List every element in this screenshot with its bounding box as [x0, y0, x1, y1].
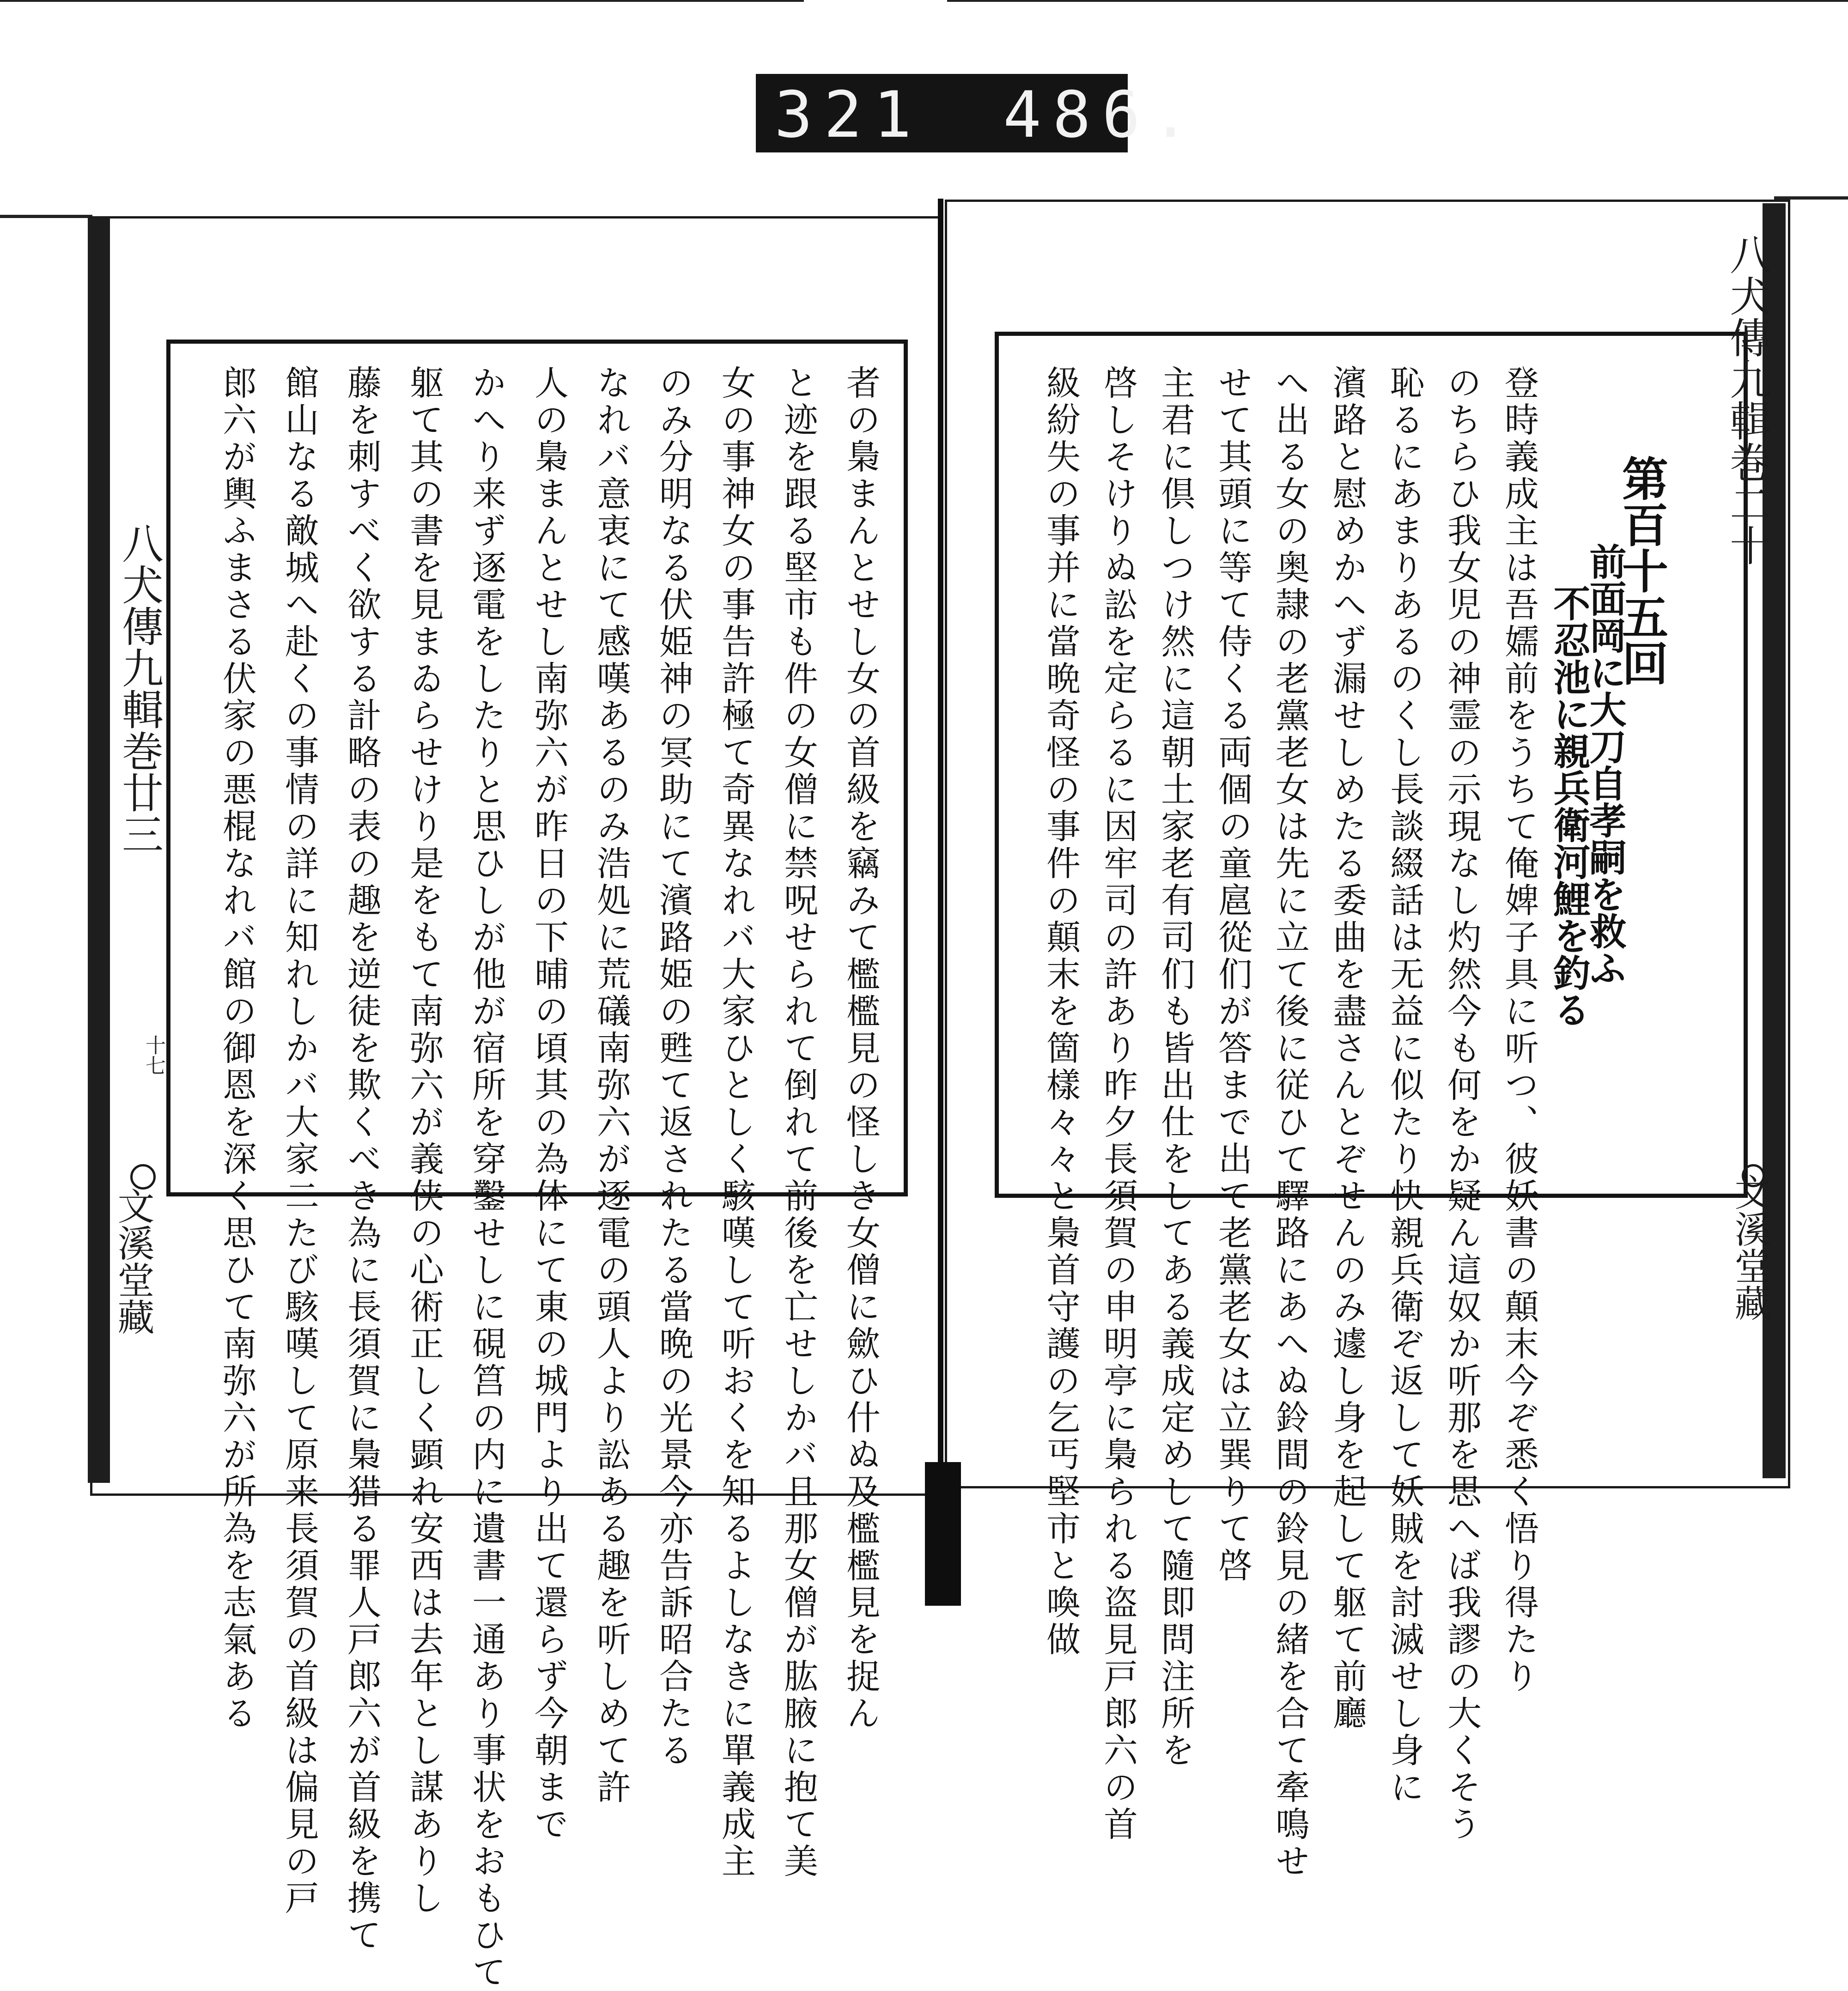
chapter-title-line2: 不忍池に親兵衛河鯉を釣る: [1547, 584, 1591, 1028]
top-edge-line-right: [947, 0, 1848, 2]
right-column-4: 濱路と慰めかへず漏せしめたる委曲を盡さんとぞせんのみ遽し身を起して躯て前廳: [1327, 365, 1367, 1732]
right-column-5: へ出る女の奥隷の老黨老女は先に立て後に従ひて驛路にあへぬ鈴間の鈴見の緒を合て牽鳴せ: [1270, 365, 1310, 1880]
chapter-title-line1: 前面岡に大刀自孝嗣を救ふ: [1583, 543, 1627, 986]
left-column-4: のみ分明なる伏姫神の冥助にて濱路姫の甦て返されたる當晩の光景今亦告訴昭合たる: [654, 365, 693, 1769]
catalog-right-number: 486.: [1003, 78, 1201, 152]
left-column-3: 女の事神女の事告許極て奇異なれバ大家ひとしく駭嘆して听おくを知るよしなきに單義成主: [716, 365, 756, 1880]
top-edge-line-left: [0, 0, 804, 2]
right-running-title: 八犬傳九輯巻二十: [1722, 233, 1771, 566]
left-running-title: 八犬傳九輯巻廿三: [115, 522, 163, 855]
left-publisher-mark: 文溪堂藏: [111, 1187, 154, 1335]
center-binding-block: [925, 1462, 961, 1606]
right-column-9: 級紛失の事并に當晩奇怪の事件の顛末を箇樣々々と梟首守護の乞丐堅市と喚做: [1041, 365, 1081, 1658]
chapter-number: 第百十五回: [1614, 455, 1669, 686]
left-column-11: 郎六が輿ふまさる伏家の悪棍なれバ館の御恩を深く思ひて南弥六が所為を志氣ある: [217, 365, 257, 1732]
left-column-1: 者の梟まんとせし女の首級を竊みて檻檻見の怪しき女僧に歛ひ什ぬ及檻檻見を捉ん: [841, 365, 881, 1732]
right-column-2: のちらひ我女児の神霊の示現なし灼然今も何をか疑ん這奴か听那を思へば我謬の大くそう: [1442, 365, 1482, 1843]
left-margin-circle-mark: [130, 1164, 156, 1190]
left-column-8: 躯て其の書を見まゐらせけり是をもて南弥六が義侠の心術正しく顕れ安西は去年とし謀ありし: [404, 365, 444, 1917]
right-margin-circle-mark: [1742, 1164, 1765, 1187]
right-column-1: 登時義成主は吾嬬前をうちて俺婢子具に听つ、彼妖書の顛末今ぞ悉く悟り得たり: [1499, 365, 1539, 1695]
left-column-6: 人の梟まんとせし南弥六が昨日の下晡の頃其の為体にて東の城門より出て還らず今朝まで: [529, 365, 569, 1843]
upper-horizon-line-left: [0, 215, 92, 218]
right-column-7: 主君に倶しつけ然に這朝土家老有司们も皆出仕をしてある義成定めして隨即問注所を: [1155, 365, 1195, 1769]
left-column-10: 館山なる敵城へ赴くの事情の詳に知れしかバ大家二たび駭嘆して原来長須賀の首級は偏見の戸: [280, 365, 319, 1917]
left-column-7: かへり来ず逐電をしたりと思ひしが他が宿所を穿鑿せしに硯筥の内に遺書一通あり事状をおもひて: [467, 365, 506, 1991]
catalog-label: [756, 74, 1201, 152]
upper-horizon-line-right: [1774, 196, 1848, 200]
catalog-left-number: 321: [774, 78, 923, 152]
right-column-8: 啓しそけりぬ訟を定らるに因牢司の許あり昨夕長須賀の申明亭に梟られる盗見戸郎六の首: [1098, 365, 1138, 1843]
left-column-9: 藤を刺すべく欲する計略の表の趣を逆徒を欺くべき為に長須賀に梟猎る罪人戸郎六が首級を携て: [342, 365, 382, 1954]
left-column-5: なれバ意衷にて感嘆あるのみ浩処に荒礒南弥六が逐電の頭人より訟ある趣を听しめて許: [591, 365, 631, 1806]
right-publisher-mark: 文溪堂藏: [1728, 1173, 1771, 1321]
right-column-6: せて其頭に等て侍くる両個の童扈從们が答まで出て老黨老女は立巽りて啓: [1213, 365, 1252, 1584]
right-column-3: 恥るにあまりあるのくし長談綴話は无益に似たり快親兵衛ぞ返して妖賊を討滅せし身に: [1385, 365, 1424, 1806]
center-binding-line: [938, 199, 943, 1584]
left-page-number: 十七: [142, 1035, 165, 1075]
left-column-2: と迹を跟る堅市も件の女僧に禁呪せられて倒れて前後を亡せしかバ且那女僧が肱腋に抱て美: [778, 365, 818, 1880]
